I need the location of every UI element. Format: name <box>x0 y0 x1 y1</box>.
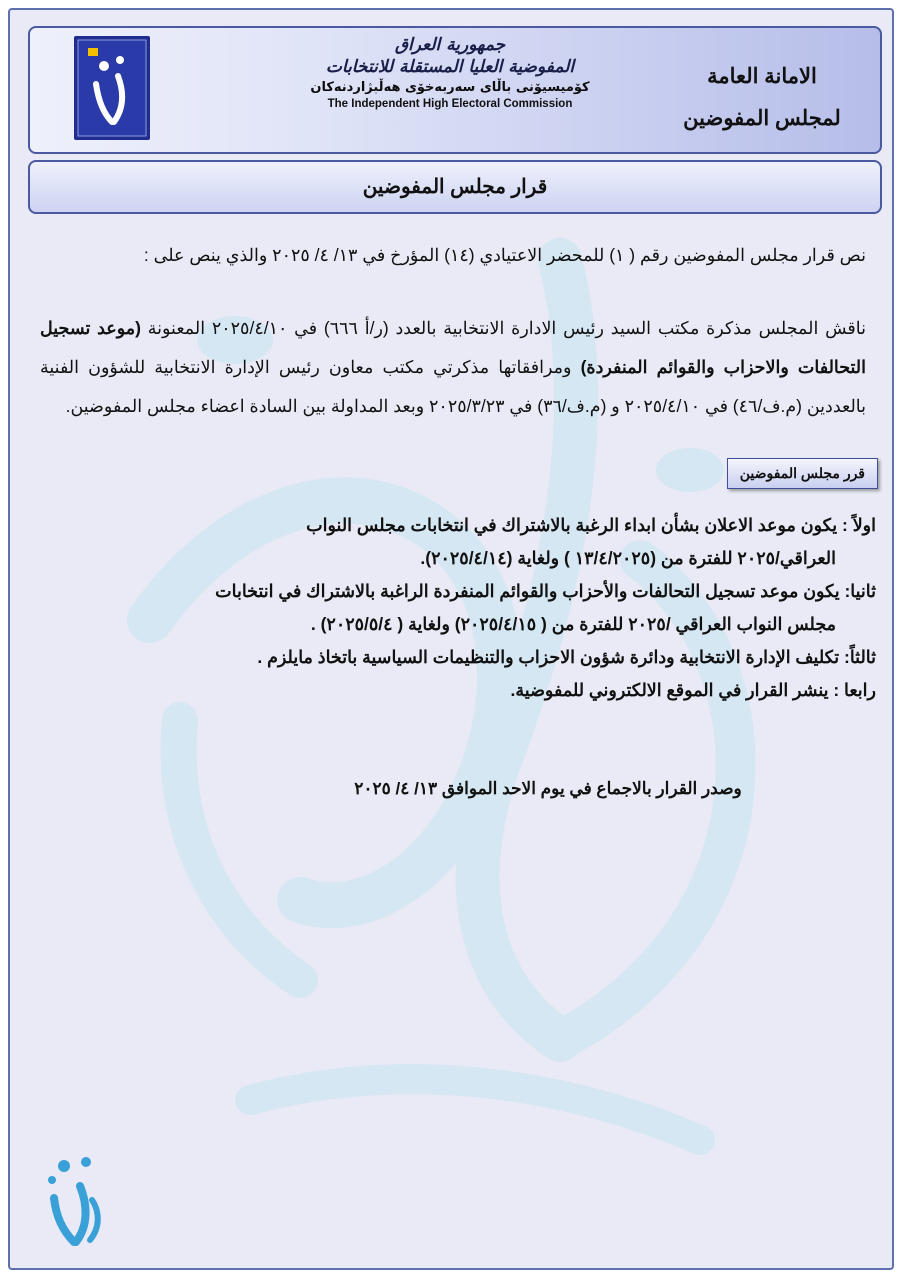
decision-item-3 <box>40 641 876 674</box>
decision-item-2-line1: ثانيا: يكون موعد تسجيل التحالفات والأحزاب والقوائم المنفردة الراغبة بالاشتراك في انتخابات <box>215 581 876 601</box>
discussion-text-part1: ناقش المجلس مذكرة مكتب السيد رئيس الادارة الانتخابية بالعدد (ر/أ ٦٦٦) في ٢٠٢٥/٤/١٠ المعنونة <box>140 318 866 338</box>
decision-item-1-line1: اولاً : يكون موعد الاعلان بشأن ابداء الرغبة بالاشتراك في انتخابات مجلس النواب <box>306 515 876 535</box>
decision-badge: قرر مجلس المفوضين <box>727 458 878 489</box>
decision-item-1-line2: العراقي/٢٠٢٥ للفترة من (١٣/٤/٢٠٢٥ ) ولغاية (٢٠٢٥/٤/١٤). <box>420 548 836 568</box>
footer-logo-icon <box>40 1150 110 1250</box>
discussion-text-part2: ومرافقاتها مذكرتي مكتب معاون رئيس الإدارة الانتخابية للشؤون الفنية بالعددين (م.ف/٤٦) في ٢٠٢٥/٤/١٠ و (م.ف/٣٦) في ٢٠٢٥/٣/٢٣ وبعد المداولة بين السادة اعضاء مجلس المفوضين. <box>40 357 866 416</box>
decision-item-1 <box>40 509 876 575</box>
ihec-logo-icon <box>74 36 150 140</box>
republic-of-iraq-calligraphy: جمهورية العراق <box>394 35 506 55</box>
decision-item-2-line2: مجلس النواب العراقي /٢٠٢٥ للفترة من ( ٢٠٢٥/٤/١٥) ولغاية ( ٢٠٢٥/٥/٤) . <box>310 614 836 634</box>
decision-item-3-line1: ثالثاً: تكليف الإدارة الانتخابية ودائرة شؤون الاحزاب والتنظيمات السياسية باتخاذ مايلزم . <box>257 647 876 667</box>
commission-arabic-calligraphy: المفوضية العليا المستقلة للانتخابات <box>325 57 575 77</box>
closing-statement: وصدر القرار بالاجماع في يوم الاحد الموافق ١٣/ ٤/ ٢٠٢٥ <box>354 779 742 798</box>
decision-item-2 <box>40 575 876 641</box>
secretariat-title-line1: الامانة العامة <box>707 65 817 88</box>
commission-name-block <box>280 34 620 110</box>
commission-english-name: The Independent High Electoral Commission <box>327 98 573 110</box>
document-body <box>40 236 876 799</box>
decision-item-4-line1: رابعا : ينشر القرار في الموقع الالكتروني للمفوضية. <box>510 680 876 700</box>
letterhead <box>28 26 882 154</box>
secretariat-title <box>682 56 842 140</box>
decision-items <box>40 509 876 707</box>
commission-kurdish-name: كۆمیسیۆنی باڵای سەربەخۆی هەڵبژاردنەكان <box>310 80 590 95</box>
decision-item-4 <box>40 674 876 707</box>
intro-paragraph: نص قرار مجلس المفوضين رقم ( ١) للمحضر الاعتيادي (١٤) المؤرخ في ١٣/ ٤/ ٢٠٢٥ والذي ينص على : <box>143 245 866 265</box>
secretariat-title-line2: لمجلس المفوضين <box>683 107 841 130</box>
document-title: قرار مجلس المفوضين <box>28 160 882 214</box>
discussion-bold-subject: (موعد تسجيل التحالفات والاحزاب والقوائم المنفردة) <box>40 318 867 377</box>
discussion-paragraph <box>40 309 866 426</box>
